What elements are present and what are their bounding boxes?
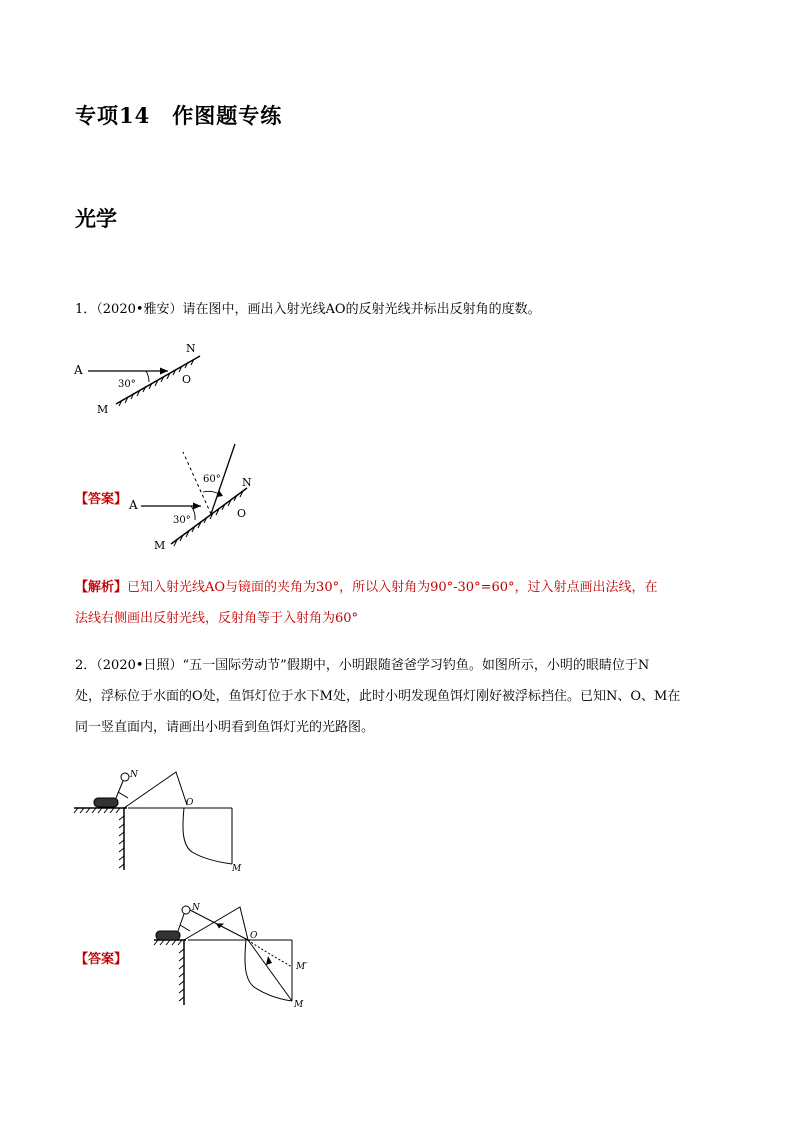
label-angle-60: 60° xyxy=(203,474,221,485)
refracted-ray xyxy=(248,940,292,1001)
incident-arrowhead xyxy=(193,503,201,510)
answer-2-tag: 【答案】 xyxy=(75,952,128,967)
label-M: M xyxy=(232,864,242,874)
answer-1-tag: 【答案】 xyxy=(75,492,128,507)
incident-arrowhead xyxy=(160,368,168,375)
person-arm xyxy=(180,925,190,931)
person-head xyxy=(121,773,129,781)
label-M: M xyxy=(154,539,166,552)
question-2-text xyxy=(75,650,680,743)
person-seated xyxy=(156,931,180,940)
label-N: N xyxy=(242,476,252,489)
analysis-1-line1: 已知入射光线AO与镜面的夹角为30°，所以入射角为90°-30°=60°，过入射点画出法线，在 xyxy=(127,580,658,595)
question-1-figure xyxy=(70,338,220,418)
answer-1-figure xyxy=(125,440,265,555)
label-M: M xyxy=(97,403,109,416)
question-2-line1: 2．（2020•日照）“五一国际劳动节”假期中，小明跟随爸爸学习钓鱼。如图所示，小明的眼睛位于N xyxy=(75,658,650,673)
analysis-1 xyxy=(75,572,658,634)
answer-2-figure xyxy=(152,895,322,1010)
page-title: 专项14 作图题专练 xyxy=(75,103,283,128)
label-O: O xyxy=(237,507,247,520)
person-head xyxy=(182,906,190,914)
ray-to-eye-arrowhead xyxy=(216,924,224,929)
person-body xyxy=(178,914,184,931)
label-M-prime: M′ xyxy=(296,962,308,972)
section-heading: 光学 xyxy=(75,206,117,231)
angle-arc xyxy=(146,371,149,382)
label-M: M xyxy=(294,1000,304,1010)
refracted-arrowhead xyxy=(266,956,272,965)
question-1-text: 1．（2020•雅安）请在图中，画出入射光线AO的反射光线并标出反射角的度数。 xyxy=(75,302,541,317)
label-A: A xyxy=(74,363,83,377)
label-O: O xyxy=(186,798,194,808)
label-A: A xyxy=(129,498,138,512)
label-angle-30: 30° xyxy=(173,515,191,526)
label-angle-30: 30° xyxy=(118,379,136,390)
label-N: N xyxy=(186,342,196,355)
label-N: N xyxy=(192,903,200,913)
analysis-1-line2: 法线右侧画出反射光线，反射角等于入射角为60° xyxy=(75,611,359,626)
person-arm xyxy=(118,792,128,798)
label-O: O xyxy=(250,931,258,941)
angle-60-arc xyxy=(203,491,219,494)
analysis-1-tag: 【解析】 xyxy=(75,580,128,595)
person-body xyxy=(116,781,123,798)
label-N: N xyxy=(130,770,138,780)
label-O: O xyxy=(182,373,192,386)
question-2-line2: 处，浮标位于水面的O处，鱼饵灯位于水下M处，此时小明发现鱼饵灯刚好被浮标挡住。已知N、O、M在 xyxy=(75,689,681,704)
person-seated xyxy=(94,798,118,807)
lure-line xyxy=(183,808,232,864)
question-2-figure xyxy=(72,760,252,875)
question-2-line3: 同一竖直面内，请画出小明看到鱼饵灯光的光路图。 xyxy=(75,720,375,735)
